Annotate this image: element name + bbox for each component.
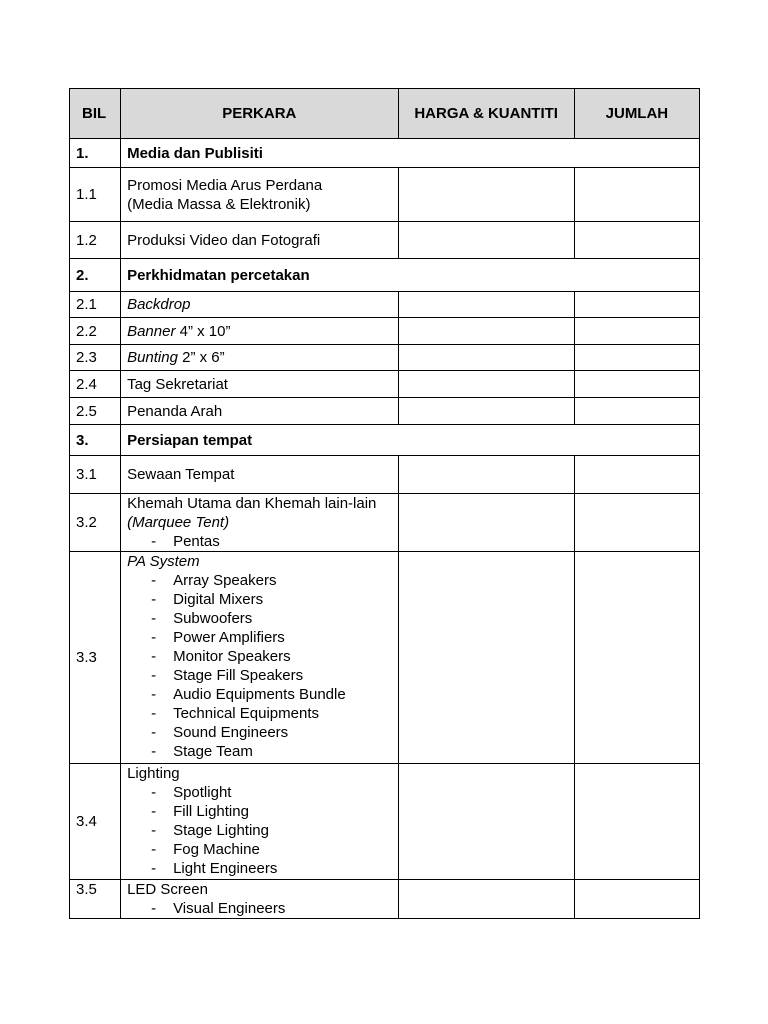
description-line: Promosi Media Arus Perdana <box>127 176 323 194</box>
item-description <box>121 880 398 919</box>
list-item-label: Fog Machine <box>173 841 260 858</box>
list-item <box>127 590 391 609</box>
section-row-1 <box>70 139 700 168</box>
dash-marker: - <box>151 686 157 703</box>
list-item-label: Power Amplifiers <box>173 629 285 646</box>
list-item-label: Audio Equipments Bundle <box>173 686 346 703</box>
section-title: Media dan Publisiti <box>121 139 700 168</box>
section-row-3 <box>70 425 700 456</box>
item-number: 2.2 <box>70 318 121 345</box>
harga-cell <box>398 494 574 552</box>
item-number: 3.4 <box>70 764 121 880</box>
list-item <box>127 647 391 666</box>
header-perkara: PERKARA <box>121 89 398 139</box>
item-description <box>121 552 398 764</box>
dash-marker: - <box>151 667 157 684</box>
description-italic: Bunting <box>127 349 178 366</box>
list-item <box>127 840 391 859</box>
jumlah-cell <box>574 456 699 494</box>
list-item-label: Monitor Speakers <box>173 648 291 665</box>
harga-cell <box>398 398 574 425</box>
header-bil: BIL <box>70 89 121 139</box>
dash-marker: - <box>151 784 157 801</box>
list-item <box>127 685 391 704</box>
list-item <box>127 821 391 840</box>
item-number: 2.5 <box>70 398 121 425</box>
item-description: Sewaan Tempat <box>121 456 398 494</box>
item-number: 3.3 <box>70 552 121 764</box>
section-number: 3. <box>70 425 121 456</box>
header-jumlah: JUMLAH <box>574 89 699 139</box>
section-number: 1. <box>70 139 121 168</box>
description-line: Khemah Utama dan Khemah lain-lain <box>127 495 377 512</box>
list-item-label: Subwoofers <box>173 610 253 627</box>
item-number: 2.1 <box>70 292 121 318</box>
table-row <box>70 398 700 425</box>
jumlah-cell <box>574 345 699 371</box>
table-row <box>70 456 700 494</box>
list-item-label: Stage Lighting <box>173 822 269 839</box>
item-description <box>121 168 398 222</box>
harga-cell <box>398 292 574 318</box>
item-number: 2.4 <box>70 371 121 398</box>
description-line: (Media Massa & Elektronik) <box>127 195 311 213</box>
description-size: 4” x 10” <box>175 322 231 340</box>
list-item-label: Stage Team <box>173 743 253 760</box>
list-item <box>127 571 391 590</box>
list-item <box>127 532 391 551</box>
list-item <box>127 783 391 802</box>
item-number: 3.5 <box>70 880 121 919</box>
harga-cell <box>398 222 574 259</box>
table-row <box>70 880 700 919</box>
item-number: 2.3 <box>70 345 121 371</box>
item-number: 3.1 <box>70 456 121 494</box>
dash-marker: - <box>151 533 157 550</box>
description-title: PA System <box>127 553 200 570</box>
list-item <box>127 802 391 821</box>
list-item-label: Sound Engineers <box>173 724 289 741</box>
list-item <box>127 742 391 761</box>
dash-marker: - <box>151 705 157 722</box>
dash-marker: - <box>151 591 157 608</box>
list-item <box>127 704 391 723</box>
table-row <box>70 371 700 398</box>
harga-cell <box>398 318 574 345</box>
item-number: 1.2 <box>70 222 121 259</box>
jumlah-cell <box>574 764 699 880</box>
harga-cell <box>398 880 574 919</box>
dash-marker: - <box>151 841 157 858</box>
table-row <box>70 552 700 764</box>
harga-cell <box>398 764 574 880</box>
item-description: Tag Sekretariat <box>121 371 398 398</box>
list-item-label: Array Speakers <box>173 572 277 589</box>
header-harga-kuantiti: HARGA & KUANTITI <box>398 89 574 139</box>
jumlah-cell <box>574 494 699 552</box>
description-size: 2” x 6” <box>177 349 225 366</box>
section-number: 2. <box>70 259 121 292</box>
list-item <box>127 859 391 878</box>
list-item <box>127 609 391 628</box>
table-row <box>70 494 700 552</box>
list-item-label: Fill Lighting <box>173 803 249 820</box>
list-item-label: Pentas <box>173 533 220 550</box>
section-title: Perkhidmatan percetakan <box>121 259 700 292</box>
item-number: 3.2 <box>70 494 121 552</box>
list-item-label: Spotlight <box>173 784 232 801</box>
table-row <box>70 345 700 371</box>
item-description <box>121 764 398 880</box>
section-row-2 <box>70 259 700 292</box>
item-description: Produksi Video dan Fotografi <box>121 222 398 259</box>
budget-table <box>69 88 700 919</box>
jumlah-cell <box>574 398 699 425</box>
item-description <box>121 494 398 552</box>
list-item-label: Stage Fill Speakers <box>173 667 304 684</box>
list-item-label: Visual Engineers <box>173 900 286 917</box>
item-description <box>121 318 398 345</box>
list-item-label: Technical Equipments <box>173 705 319 722</box>
dash-marker: - <box>151 724 157 741</box>
description-italic: Banner <box>127 322 176 340</box>
description-title: LED Screen <box>127 881 208 898</box>
jumlah-cell <box>574 552 699 764</box>
description-title: Lighting <box>127 765 180 782</box>
harga-cell <box>398 456 574 494</box>
harga-cell <box>398 168 574 222</box>
table-row <box>70 292 700 318</box>
dash-marker: - <box>151 629 157 646</box>
dash-marker: - <box>151 900 157 917</box>
dash-marker: - <box>151 822 157 839</box>
dash-marker: - <box>151 743 157 760</box>
section-title: Persiapan tempat <box>121 425 700 456</box>
table-row <box>70 764 700 880</box>
jumlah-cell <box>574 222 699 259</box>
header-row <box>70 89 700 139</box>
description-italic: (Marquee Tent) <box>127 514 230 531</box>
table-row <box>70 222 700 259</box>
list-item <box>127 628 391 647</box>
jumlah-cell <box>574 292 699 318</box>
table-row <box>70 168 700 222</box>
harga-cell <box>398 552 574 764</box>
harga-cell <box>398 345 574 371</box>
jumlah-cell <box>574 168 699 222</box>
harga-cell <box>398 371 574 398</box>
list-item-label: Light Engineers <box>173 860 278 877</box>
dash-marker: - <box>151 648 157 665</box>
dash-marker: - <box>151 572 157 589</box>
jumlah-cell <box>574 371 699 398</box>
item-description: Backdrop <box>121 292 398 318</box>
table-row <box>70 318 700 345</box>
jumlah-cell <box>574 880 699 919</box>
dash-marker: - <box>151 610 157 627</box>
list-item <box>127 899 391 918</box>
item-number: 1.1 <box>70 168 121 222</box>
item-description: Penanda Arah <box>121 398 398 425</box>
list-item <box>127 666 391 685</box>
document <box>69 88 700 919</box>
list-item <box>127 723 391 742</box>
dash-marker: - <box>151 860 157 877</box>
jumlah-cell <box>574 318 699 345</box>
list-item-label: Digital Mixers <box>173 591 264 608</box>
dash-marker: - <box>151 803 157 820</box>
item-description <box>121 345 398 371</box>
